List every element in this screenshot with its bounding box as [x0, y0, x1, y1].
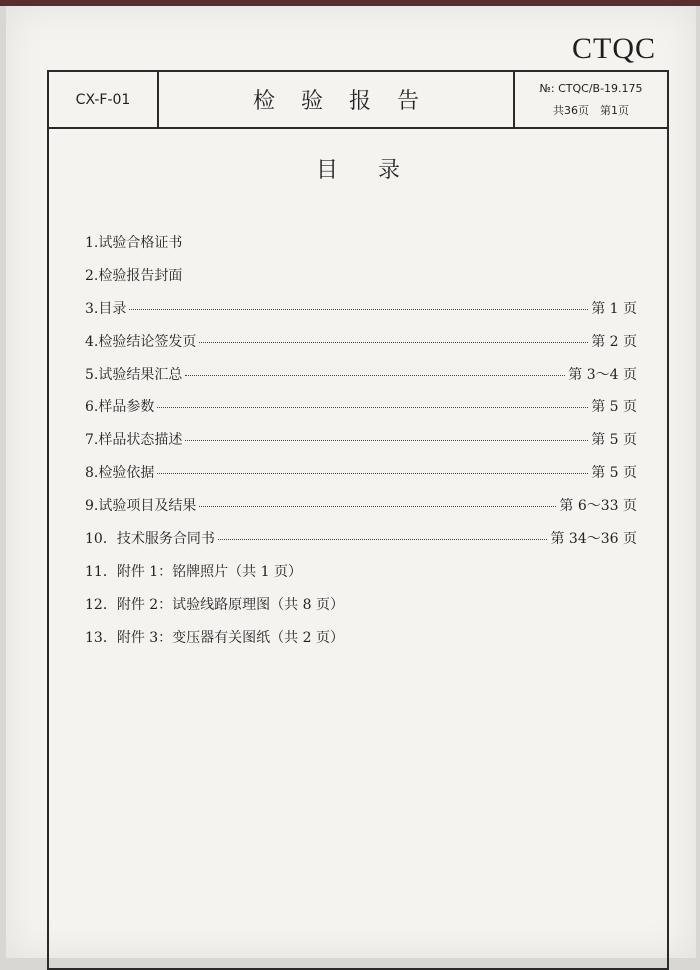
- toc-entry-label: 3.目录: [85, 300, 127, 317]
- report-frame: [47, 70, 669, 970]
- toc-entry-label: 12．附件 2：试验线路原理图（共 8 页）: [85, 596, 344, 613]
- toc-entry-label: 8.检验依据: [85, 465, 155, 482]
- toc-entry: [85, 429, 637, 460]
- toc-entry-label: 11．附件 1：铭牌照片（共 1 页）: [85, 563, 302, 580]
- toc-entry-page: 第 3～4 页: [568, 366, 637, 383]
- toc-entry: [85, 627, 637, 658]
- toc-entry: [85, 594, 637, 625]
- toc-entry: [85, 528, 637, 559]
- toc-leader-dots: [157, 473, 588, 474]
- toc-entry-label: 6.样品参数: [85, 399, 155, 416]
- toc-entry: [85, 331, 637, 362]
- toc-leader-dots: [218, 539, 548, 540]
- toc-entry: [85, 462, 637, 493]
- toc-entry-label: 1.试验合格证书: [85, 235, 183, 251]
- report-number-cell: [515, 72, 667, 127]
- toc-entry-label: 13．附件 3：变压器有关图纸（共 2 页）: [85, 629, 344, 646]
- toc-entry: [85, 396, 637, 427]
- toc-entry: [85, 298, 637, 329]
- toc-title: 目录: [315, 158, 440, 183]
- report-header: [49, 72, 667, 129]
- toc-entry-page: 第 5 页: [591, 432, 637, 449]
- toc-entry-page: 第 5 页: [591, 465, 637, 482]
- toc-leader-dots: [199, 342, 588, 343]
- toc-leader-dots: [199, 506, 556, 507]
- toc-leader-dots: [185, 375, 565, 376]
- toc-leader-dots: [157, 407, 588, 408]
- toc-entry: [85, 232, 637, 263]
- toc-entry: [85, 495, 637, 526]
- toc-entry-label: 10．技术服务合同书: [85, 531, 215, 548]
- toc-entry-page: 第 6～33 页: [559, 498, 637, 515]
- toc-entry-page: 第 34～36 页: [550, 531, 637, 548]
- form-code: CX-F-01: [49, 72, 159, 127]
- toc-entry-label: 9.试验项目及结果: [85, 498, 197, 515]
- toc-entry: [85, 364, 637, 395]
- toc-entry-label: 5.试验结果汇总: [85, 366, 183, 383]
- brand-logo-text: CTQC: [571, 32, 656, 65]
- report-number: №: CTQC/B-19.175: [539, 81, 643, 95]
- toc-leader-dots: [129, 309, 588, 310]
- toc-entry-label: 2.检验报告封面: [85, 267, 183, 284]
- toc-leader-dots: [185, 440, 588, 441]
- toc-entry-label: 4.检验结论签发页: [85, 333, 197, 350]
- table-of-contents: [85, 232, 637, 660]
- page-count: 共36页 第1页: [553, 103, 629, 117]
- toc-entry: [85, 265, 637, 296]
- toc-entry-page: 第 1 页: [591, 300, 637, 317]
- toc-entry: [85, 561, 637, 592]
- report-title: 检验报告: [159, 72, 515, 127]
- toc-entry-page: 第 5 页: [591, 399, 637, 416]
- toc-entry-label: 7.样品状态描述: [85, 432, 183, 449]
- toc-entry-page: 第 2 页: [591, 333, 637, 350]
